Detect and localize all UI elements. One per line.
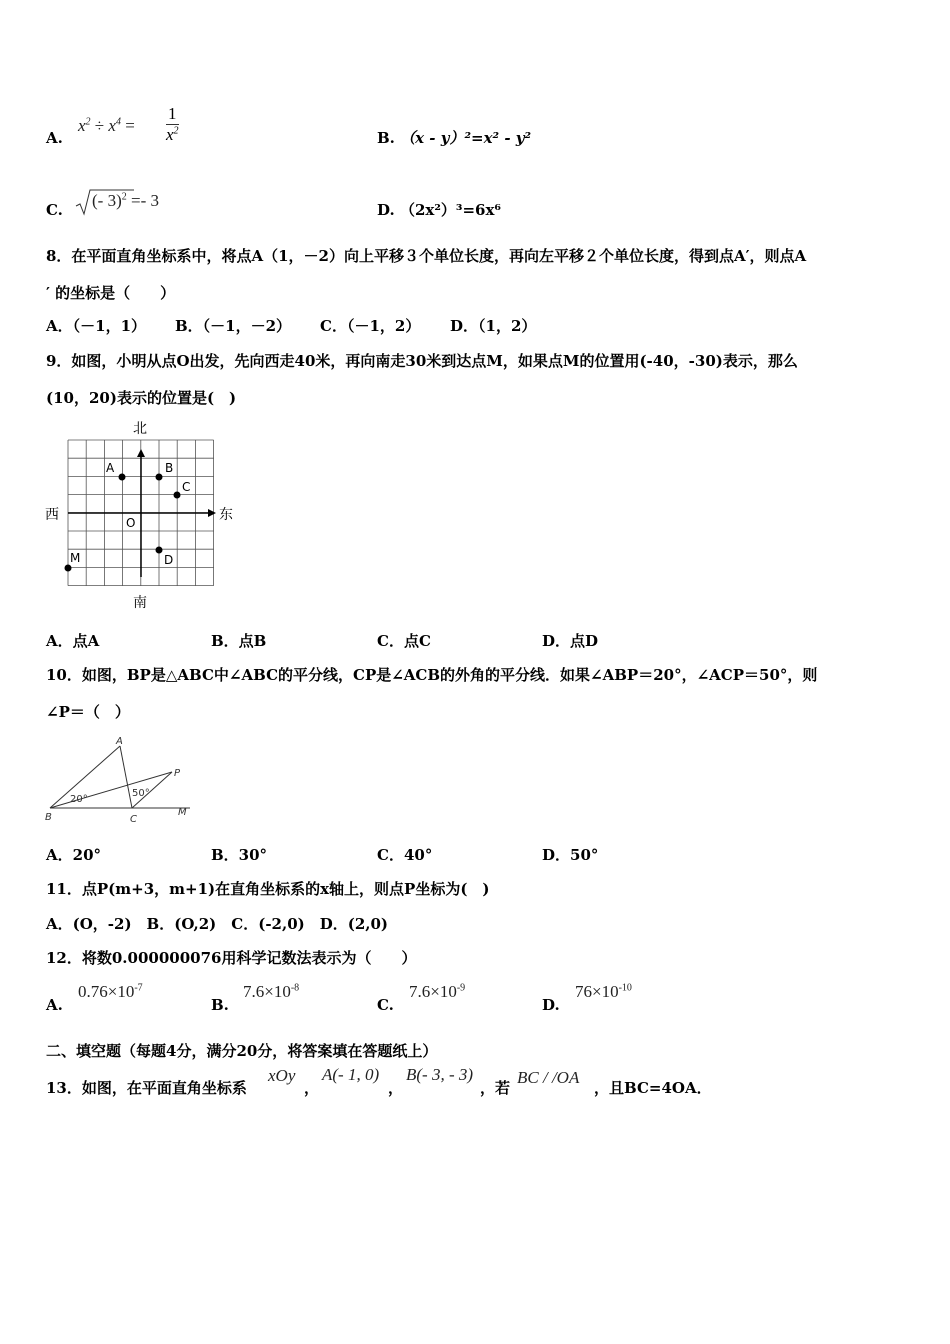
q10-option-a: A．20° — [46, 846, 102, 864]
q8-stem-line1: 8．在平面直角坐标系中，将点A（1，－2）向上平移３个单位长度，再向左平移２个单位长度，得到点A′，则点A — [46, 247, 807, 265]
q13-point-a: A(- 1, 0) — [322, 1065, 380, 1084]
q13-comma-1: ， — [304, 1079, 320, 1097]
q8-stem-line2: ′ 的坐标是（ ） — [46, 284, 176, 302]
q13-xoy: xOy — [268, 1066, 296, 1085]
q7-option-a-fraction: $\frac{1}{x^2}$ — [166, 104, 179, 144]
q11-options: A．(O，-2) B．(O,2) C．(-2,0) D．(2,0) — [46, 915, 389, 933]
label-p: P — [174, 768, 181, 779]
q13-comma-2: ， — [388, 1079, 404, 1097]
south-label: 南 — [133, 595, 147, 611]
q10-option-d: D．50° — [542, 846, 599, 864]
label-a: A — [116, 736, 123, 747]
point-b — [156, 474, 163, 481]
label-o: O — [126, 516, 136, 530]
label-a: A — [106, 461, 115, 475]
q13-parallel: BC / /OA — [517, 1068, 580, 1087]
north-label: 北 — [133, 421, 147, 437]
label-m: M — [70, 551, 81, 565]
q12-option-c-label: C. — [377, 996, 394, 1014]
q9-stem-line2: (10，20)表示的位置是( ) — [46, 389, 237, 407]
q10-stem-line1: 10．如图，BP是△ABC中∠ABC的平分线，CP是∠ACB的外角的平分线．如果∠ABP＝20°，∠ACP＝50°，则 — [46, 666, 818, 684]
q13-stem-post: ，且BC=4OA． — [594, 1079, 712, 1097]
q13-stem-pre: 13．如图，在平面直角坐标系 — [46, 1079, 247, 1097]
q7-option-a-expr: $x^2 \div x^4$ = — [78, 116, 135, 135]
label-c: C — [130, 814, 137, 825]
q12-option-a-value: $0.76\times 10^{-7}$ — [78, 982, 143, 1001]
q10-stem-line2: ∠P＝（ ） — [46, 703, 130, 721]
q8-option-a: A．（－1，1） — [46, 317, 147, 335]
q7-option-d: D. （2x²）³=6x⁶ — [377, 201, 501, 219]
label-b: B — [45, 812, 52, 823]
q7-option-b: B. （x - y）²=x² - y² — [377, 129, 532, 147]
angle-acp-label: 50° — [132, 788, 150, 799]
q13-ruo: ，若 — [480, 1079, 511, 1097]
q9-option-a: A．点A — [46, 632, 100, 650]
q10-option-b: B．30° — [211, 846, 268, 864]
q9-option-c: C．点C — [377, 632, 431, 650]
q8-option-c: C．（－1，2） — [320, 317, 421, 335]
q7-option-c-expr: (- 3)$^2$ =- 3 — [92, 191, 159, 210]
q12-option-b-label: B. — [211, 996, 229, 1014]
angle-abp-label: 20° — [70, 794, 88, 805]
q10-option-c: C．40° — [377, 846, 433, 864]
q12-stem: 12．将数0.000000076用科学记数法表示为（ ） — [46, 949, 417, 967]
east-label: 东 — [219, 507, 233, 523]
q12-option-a-label: A. — [46, 996, 63, 1014]
q9-stem-line1: 9．如图，小明从点O出发，先向西走40米，再向南走30米到达点M，如果点M的位置用(-40，-30)表示，那么 — [46, 352, 798, 370]
q13-point-b: B(- 3, - 3) — [406, 1065, 474, 1084]
q10-triangle-figure — [40, 732, 200, 832]
label-d: D — [164, 553, 174, 567]
west-label: 西 — [45, 507, 59, 523]
q12-option-d-value: $76\times 10^{-10}$ — [575, 982, 632, 1001]
q7-option-c-label: C. — [46, 201, 63, 219]
q9-option-d: D．点D — [542, 632, 599, 650]
q8-option-d: D．（1，2） — [450, 317, 537, 335]
q12-option-c-value: $7.6\times 10^{-9}$ — [409, 982, 466, 1001]
label-m: M — [178, 807, 187, 818]
label-b: B — [165, 461, 174, 475]
label-c: C — [182, 480, 191, 494]
q7-option-a-label: A. — [46, 129, 63, 147]
q11-stem: 11．点P(m+3，m+1)在直角坐标系的x轴上，则点P坐标为( ) — [46, 880, 490, 898]
point-m — [65, 565, 72, 572]
point-d — [156, 547, 163, 554]
point-a — [119, 474, 126, 481]
q12-option-d-label: D. — [542, 996, 560, 1014]
q8-option-b: B．（－1，－2） — [175, 317, 292, 335]
q9-grid-figure — [40, 415, 240, 615]
q9-option-b: B．点B — [211, 632, 267, 650]
point-c — [174, 492, 181, 499]
q12-option-b-value: $7.6\times 10^{-8}$ — [243, 982, 300, 1001]
section-2-heading: 二、填空题（每题4分，满分20分，将答案填在答题纸上） — [46, 1042, 438, 1060]
